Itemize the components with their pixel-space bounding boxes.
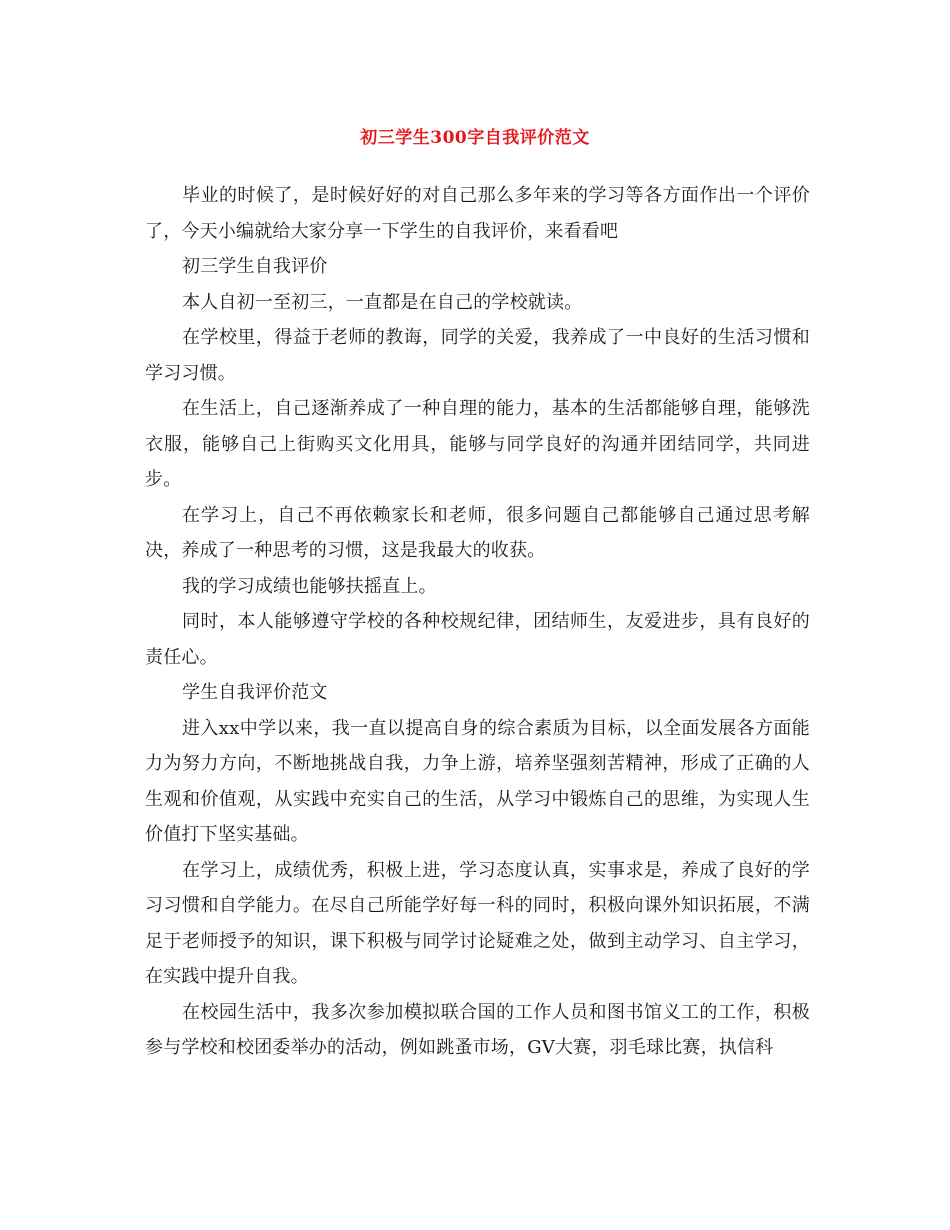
document-body — [145, 178, 810, 1066]
paragraph: 本人自初一至初三，一直都是在自己的学校就读。 — [182, 291, 583, 313]
document-title: 初三学生300字自我评价范文 — [360, 128, 590, 148]
paragraph-intro: 毕业的时候了，是时候好好的对自己那么多年来的学习等各方面作出一个评价了，今天小编就给大家分享一下学生的自我评价，来看看吧 — [145, 185, 810, 242]
paragraph: 我的学习成绩也能够扶摇直上。 — [182, 575, 437, 597]
paragraph: 在学习上，自己不再依赖家长和老师，很多问题自己都能够自己通过思考解决，养成了一种思考的习惯，这是我最大的收获。 — [145, 504, 810, 561]
paragraph: 在生活上，自己逐渐养成了一种自理的能力，基本的生活都能够自理，能够洗衣服，能够自己上街购买文化用具，能够与同学良好的沟通并团结同学，共同进步。 — [145, 398, 810, 490]
paragraph: 同时，本人能够遵守学校的各种校规纪律，团结师生，友爱进步，具有良好的责任心。 — [145, 611, 810, 668]
paragraph: 进入xx中学以来，我一直以提高自身的综合素质为目标，以全面发展各方面能力为努力方向，不断地挑战自我，力争上游，培养坚强刻苦精神，形成了正确的人生观和价值观，从实践中充实自己的生活，从学习中锻炼自己的思维，为实现人生价值打下坚实基础。 — [145, 717, 810, 845]
paragraph: 在学校里，得益于老师的教诲，同学的关爱，我养成了一中良好的生活习惯和学习习惯。 — [145, 327, 810, 384]
paragraph: 在校园生活中，我多次参加模拟联合国的工作人员和图书馆义工的工作，积极参与学校和校团委举办的活动，例如跳蚤市场，GV大赛，羽毛球比赛，执信科 — [145, 1001, 810, 1058]
section-heading-student-self-evaluation-sample: 学生自我评价范文 — [182, 682, 328, 703]
section-heading-junior-self-evaluation: 初三学生自我评价 — [182, 256, 328, 277]
paragraph: 在学习上，成绩优秀，积极上进，学习态度认真，实事求是，养成了良好的学习习惯和自学能力。在尽自己所能学好每一科的同时，积极向课外知识拓展，不满足于老师授予的知识，课下积极与同学讨论疑难之处，做到主动学习、自主学习，在实践中提升自我。 — [145, 859, 810, 987]
